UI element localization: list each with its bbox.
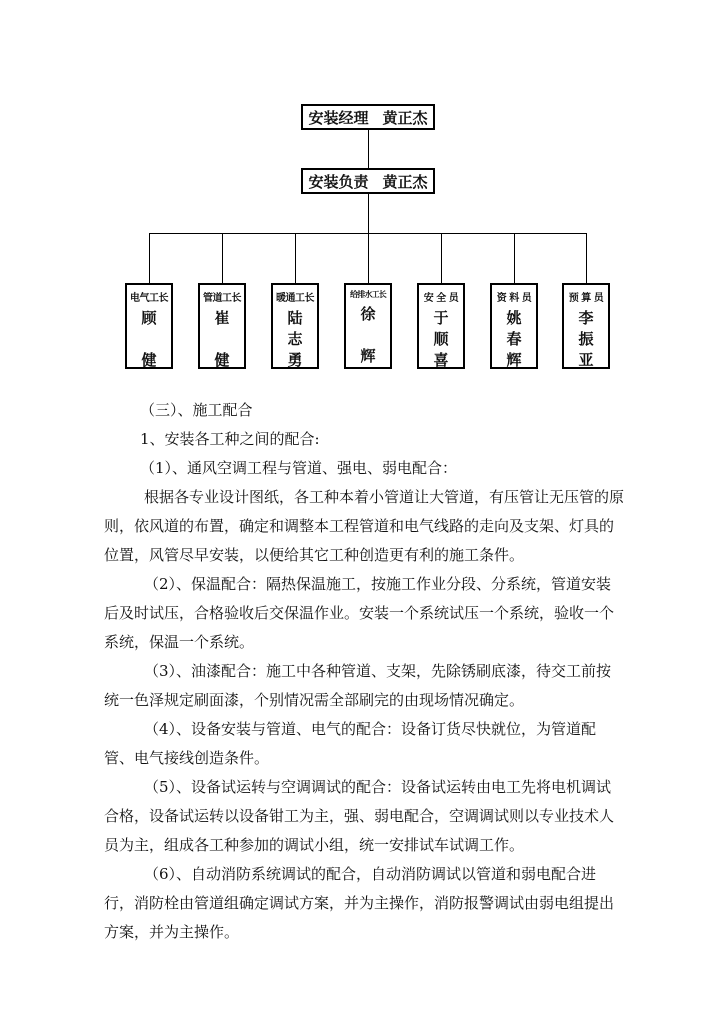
- org-team-box: [198, 283, 246, 369]
- body-text: [104, 396, 624, 947]
- team-role: 管道工长: [203, 293, 241, 304]
- org-top-title: 安装经理: [308, 108, 369, 127]
- team-member-char: 健: [214, 351, 230, 369]
- org-team-box: [562, 283, 610, 369]
- org-mid-name: 黄正杰: [382, 172, 428, 191]
- team-member-char: 振: [578, 330, 594, 348]
- connector-drop-7: [586, 233, 587, 283]
- paragraph: （2）、保温配合：隔热保温施工，按施工作业分段、分系统，管道安装后及时试压，合格验收后交保温作业。安装一个系统试压一个系统，验收一个系统，保温一个系统。: [104, 575, 615, 651]
- team-member-char: 亚: [578, 351, 594, 369]
- team-role: 暖通工长: [276, 293, 314, 304]
- org-top-name: 黄正杰: [382, 108, 428, 127]
- org-team-box: [125, 283, 173, 369]
- connector-top-mid: [368, 130, 369, 168]
- team-member-char: 辉: [360, 347, 376, 365]
- team-role: 电气工长: [130, 293, 168, 304]
- team-member-char: 顺: [433, 330, 449, 348]
- connector-drop-6: [514, 233, 515, 283]
- org-team-box: [417, 283, 465, 369]
- paragraph: （5）、设备试运转与空调调试的配合：设备试运转由电工先将电机调试合格，设备试运转以设备钳工为主，强、弱电配合，空调调试则以专业技术人员为主，组成各工种参加的调试小组，统一安排试车试调工作。: [104, 778, 615, 854]
- section-heading: （三）、施工配合: [140, 401, 253, 419]
- paragraph: （3）、油漆配合：施工中各种管道、支架，先除锈刷底漆，待交工前按统一色泽规定刷面漆，个别情况需全部刷完的由现场情况确定。: [104, 662, 612, 709]
- connector-drop-2: [222, 233, 223, 283]
- team-member-char: 姚: [506, 309, 522, 327]
- team-member-char: 勇: [287, 351, 303, 369]
- team-member-char: 陆: [287, 309, 303, 327]
- item-title: （1）、通风空调工程与管道、强电、弱电配合：: [140, 459, 458, 477]
- connector-drop-1: [149, 233, 150, 283]
- team-member-char: 顾: [141, 309, 157, 327]
- sub-heading: 1、安装各工种之间的配合:: [140, 430, 320, 448]
- connector-drop-4: [368, 233, 369, 283]
- team-member-char: 于: [433, 309, 449, 327]
- team-member-char: 徐: [360, 305, 376, 323]
- connector-mid-bus: [368, 194, 369, 233]
- org-team-box: [344, 283, 392, 369]
- org-team-box: [490, 283, 538, 369]
- paragraph: （4）、设备安装与管道、电气的配合：设备订货尽快就位，为管道配管、电气接线创造条件。: [104, 720, 597, 767]
- team-member-char: 李: [578, 309, 594, 327]
- paragraph: （6）、自动消防系统调试的配合，自动消防调试以管道和弱电配合进行，消防栓由管道组确定调试方案，并为主操作，消防报警调试由弱电组提出方案，并为主操作。: [104, 865, 615, 941]
- org-mid-title: 安装负责: [308, 172, 369, 191]
- team-role: 安 全 员: [423, 293, 459, 304]
- org-mid-box: [301, 168, 435, 194]
- paragraph: 根据各专业设计图纸，各工种本着小管道让大管道，有压管让无压管的原则，依风道的布置，确定和调整本工程管道和电气线路的走向及支架、灯具的位置，风管尽早安装，以便给其它工种创造更有利的施工条件。: [104, 488, 625, 564]
- team-member-char: 志: [287, 330, 303, 348]
- org-team-box: [271, 283, 319, 369]
- team-role: 给排水工长: [350, 290, 386, 299]
- team-role: 预 算 员: [568, 293, 604, 304]
- team-member-char: 喜: [433, 351, 449, 369]
- team-member-char: 健: [141, 351, 157, 369]
- connector-drop-5: [441, 233, 442, 283]
- team-member-char: 崔: [214, 309, 230, 327]
- team-member-char: 辉: [506, 351, 522, 369]
- org-top-box: [301, 104, 435, 130]
- team-member-char: 春: [506, 330, 522, 348]
- connector-drop-3: [295, 233, 296, 283]
- team-role: 资 料 员: [496, 293, 532, 304]
- org-chart: [0, 0, 724, 380]
